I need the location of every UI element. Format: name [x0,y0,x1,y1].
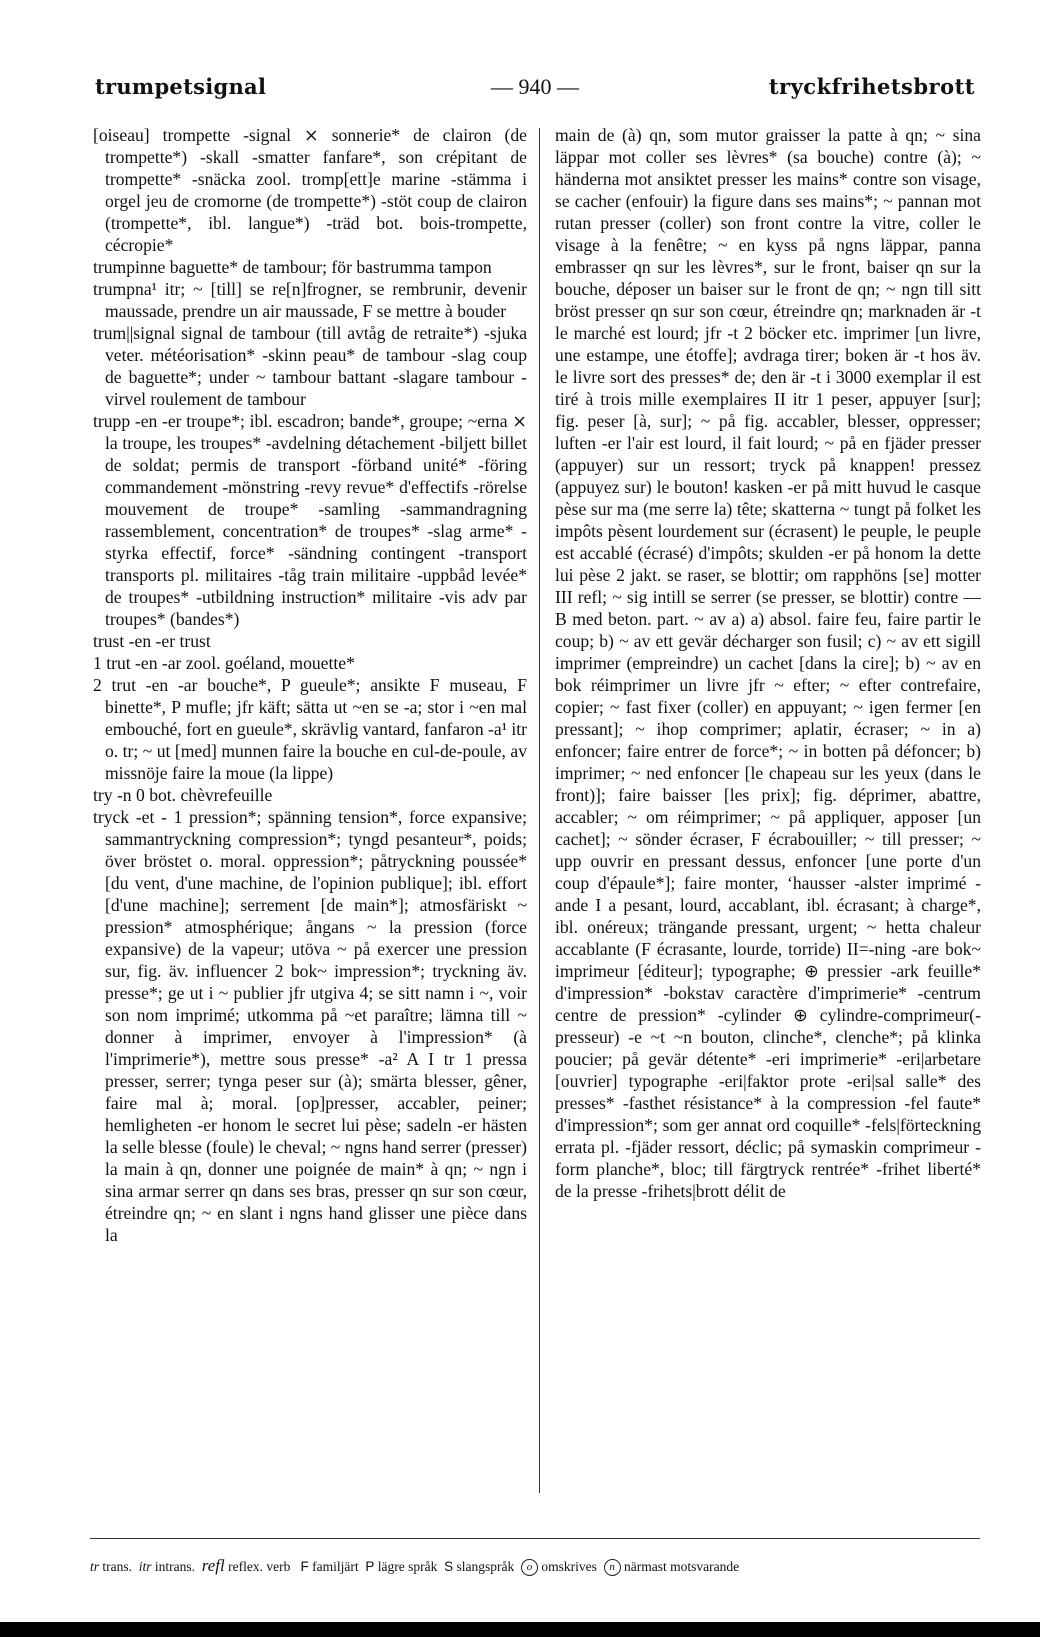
column-divider [539,128,540,1493]
header-right-guideword: tryckfrihetsbrott [768,74,975,99]
dictionary-entry: main de (à) qn, som mutor graisser la patte à qn; ~ sina läppar mot coller ses lèvres* (sa bouche) contre (à); ~ händerna mot ansiktet presser les mains* contre son visage, se cacher (enfouir) la figure dans ses mains*; ~ pannan mot rutan presser (coller) son front contre la vitre, coller le visage à la fenêtre; ~ en kyss på ngns läppar, panna embrasser qn sur les lèvres*, sur le front, baiser qn sur la bouche, déposer un baiser sur le front de qn; ~ ngn till sitt bröst presser qn sur son cœur, étreindre qn; marknaden är -t le marché est lourd; jfr -t 2 böcker etc. imprimer [un livre, une estampe, une étoffe]; avdraga tirer; boken är -t hos äv. le livre sort des presses* de; den är -t i 3000 exemplar il est tiré à trois mille exemplaires II itr 1 peser, appuyer [sur]; fig. peser [à, sur]; ~ på fig. accabler, blesser, oppresser; luften -er l'air est lourd, il fait lourd; ~ på en fjäder presser (appuyer) sur un ressort; tryck på knappen! pressez (appuyez sur) le bouton! kasken -er på mitt huvud le casque pèse sur ma (me serre la) tête; skatterna ~ tungt på folket les impôts pèsent lourdement sur (écrasent) le peuple, le peuple est accablé (écrasé) d'impôts; skulden -er på honom la dette lui pèse 2 jakt. se raser, se blottir; om rapphöns [se] motter III refl; ~ sig intill se serrer (se presser, se blottir) contre — B med beton. part. ~ av a) a) absol. faire feu, faire partir le coup; b) ~ av ett gevär décharger son fusil; c) ~ av ett sigill imprimer (empreindre) un cachet [dans la cire]; b) ~ av en bok réimprimer un livre jfr ~ efter; ~ efter contrefaire, copier; ~ fast fixer (coller) en appuyant; ~ igen fermer [en pressant]; ~ ihop comprimer; aplatir, écraser; ~ in a) enfoncer; faire entrer de force*; ~ in botten på défoncer; b) imprimer; ~ ned enfoncer [le chapeau sur les yeux (dans le front)]; faire baisser [les prix]; fig. déprimer, abattre, accabler; ~ om réimprimer; ~ på appliquer, apposer [un cachet]; ~ sönder écraser, F écrabouiller; ~ till presser; ~ upp ouvrir en pressant dessus, enfoncer [une porte d'un coup d'épaule*]; faire monter, ‘hausser -alster imprimé -ande I a pesant, lourd, accablant, ibl. écrasant; à charge*, ibl. onéreux; trängande pressant, urgent; ~ hetta chaleur accablante (F écrasante, lourde, torride) II=-ning -are bok~ imprimeur [éditeur]; typographe; ⊕ pressier -ark feuille* d'impression* -bokstav caractère d'imprimerie* -centrum centre de pression* -cylinder ⊕ cylindre-comprimeur(-presseur) -e ~t ~n bouton, clinche*, clenche*; på klinka poucier; på gevär détente* -eri imprimerie* -eri|arbetare [ouvrier] typographe -eri|faktor prote -eri|sal salle* des presses* -fasthet résistance* à la compression -fel faute* d'impression*; som ger annat ord coquille* -fels|förteckning errata pl. -fjäder ressort, déclic; på symaskin comprimeur -form planche*, bloc; till färgtryck rentrée* -frihet liberté* de la presse -frihets|brott délit de [555,125,981,1201]
dictionary-entry: 2 trut -en -ar bouche*, P gueule*; ansikte F museau, F binette*, P mufle; jfr käft; sätta ut ~en se -a; stor i ~en mal embouché, fort en gueule*, skrävlig vantard, fanfaron -a¹ itr o. tr; ~ ut [med] munnen faire la bouche en cul-de-poule, av missnöje faire la moue (la lippe) [93,675,527,783]
page-number: — 940 — [491,74,579,99]
dictionary-entry: [oiseau] trompette -signal ⨯ sonnerie* de clairon (de trompette*) -skall -smatter fanfare*, son crépitant de trompette* -snäcka zool. tromp[ett]e marine -stämma i orgel jeu de cromorne (de trompette*) -stöt coup de clairon (trompette*, ibl. langue*) -träd bot. bois-trompette, cécropie* [93,125,527,255]
footer-rule [90,1538,980,1539]
legend-refl: refl [201,1556,225,1575]
legend-circled-o-icon: o [521,1559,538,1576]
dictionary-entry: try -n 0 bot. chèvrefeuille [93,785,273,805]
legend-tr: tr [90,1559,100,1574]
scan-edge-bar [0,1622,1040,1637]
legend-o-label: omskrives [541,1559,597,1574]
dictionary-entry: trupp -en -er troupe*; ibl. escadron; bande*, groupe; ~erna ⨯ la troupe, les troupes* -avdelning détachement -biljett billet de soldat; permis de transport -förband unité* -föring commandement -mönstring -revy revue* d'effectifs -rörelse mouvement de troupe* -samling -sammandragning rassemblement, concentration* de troupes* -slag arme* -styrka effectif, force* -sändning contingent -transport transports pl. militaires -tåg train militaire -uppbåd levée* de troupes* -utbildning instruction* militaire -vis adv par troupes* (bandes*) [93,411,527,629]
dictionary-entry: trumpna¹ itr; ~ [till] se re[n]frogner, se rembrunir, devenir maussade, prendre un air maussade, F se mettre à bouder [93,279,527,321]
legend-tr-label: trans. [102,1559,133,1574]
legend-itr-label: intrans. [154,1559,196,1574]
abbreviation-legend [90,1556,980,1576]
legend-S: S [444,1559,454,1574]
legend-F: F [300,1559,309,1574]
legend-S-label: slangspråk [456,1559,515,1574]
dictionary-entry: trum||signal signal de tambour (till avtåg de retraite*) -sjuka veter. météorisation* -skinn peau* de tambour -slag coup de baguette*; under ~ tambour battant -slagare tambour -virvel roulement de tambour [93,323,527,409]
legend-circled-n-icon: n [604,1559,621,1576]
left-column [93,124,527,1496]
legend-n-label: närmast motsvarande [623,1559,740,1574]
dictionary-entry: tryck -et - 1 pression*; spänning tension*, force expansive; sammantryckning compression*; tyngd pesanteur*, poids; över bröstet o. moral. oppression*; påtryckning poussée* [du vent, d'une machine, de l'opinion publique]; ibl. effort [d'une machine]; serrement [de main*]; atmosfäriskt ~ pression* atmosphérique; ångans ~ la pression (force expansive) de la vapeur; utöva ~ på exercer une pression sur, fig. äv. influencer 2 bok~ impression*; tryckning äv. presse*; ge ut i ~ publier jfr utgiva 4; se sitt namn i ~, voir son nom imprimé; utkomma på ~et paraître; lämna till ~ donner à imprimer, envoyer à l'impression* (à l'imprimerie*), mettre sous presse* -a² A I tr 1 pressa presser, serrer; tynga peser sur (à); smärta blesser, gêner, faire mal à; moral. [op]presser, accabler, peiner; hemligheten -er honom le secret lui pèse; sadeln -er hästen la selle blesse (foule) le cheval; ~ ngns hand serrer (presser) la main à qn, donner une poignée de main* à qn; ~ ngn i sina armar serrer qn dans ses bras, presser qn sur son cœur, étreindre qn; ~ en slant i ngns hand glisser une pièce dans la [93,807,527,1245]
legend-P-label: lägre språk [377,1559,438,1574]
legend-F-label: familjärt [312,1559,359,1574]
header-left-guideword: trumpetsignal [95,74,267,99]
dictionary-entry: trumpinne baguette* de tambour; för bastrumma tampon [93,257,492,277]
legend-refl-label: reflex. verb [228,1559,291,1574]
dictionary-entry: trust -en -er trust [93,631,211,651]
legend-P: P [365,1559,375,1574]
dictionary-entry: 1 trut -en -ar zool. goéland, mouette* [93,653,355,673]
legend-itr: itr [138,1559,152,1574]
right-column [555,124,981,1496]
page-header [95,74,975,108]
